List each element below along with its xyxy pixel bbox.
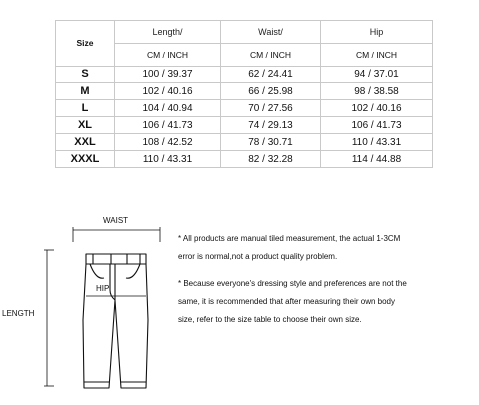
- table-row: [56, 117, 433, 134]
- waist-measure-line: [73, 227, 160, 242]
- pants-icon: [83, 254, 148, 388]
- size-cell: S: [56, 66, 115, 83]
- length-column-header: Length/: [115, 21, 221, 44]
- length-unit: CM / INCH: [115, 44, 221, 66]
- table-row: [56, 66, 433, 83]
- waist-cell: 62 / 24.41: [221, 66, 321, 83]
- size-cell: XXXL: [56, 151, 115, 168]
- waist-column-header: Waist/: [221, 21, 321, 44]
- size-column-header: Size: [56, 21, 115, 67]
- hip-cell: 106 / 41.73: [321, 117, 433, 134]
- hip-cell: 102 / 40.16: [321, 100, 433, 117]
- hip-cell: 98 / 38.58: [321, 83, 433, 100]
- note-line: * All products are manual tiled measurement, the actual 1-3CM: [178, 234, 401, 243]
- measurement-notes: [178, 230, 478, 329]
- length-cell: 106 / 41.73: [115, 117, 221, 134]
- table-row: [56, 100, 433, 117]
- note-line: same, it is recommended that after measuring their own body: [178, 297, 395, 306]
- note-line: * Because everyone's dressing style and preferences are not the: [178, 279, 407, 288]
- size-cell: M: [56, 83, 115, 100]
- size-cell: XXL: [56, 134, 115, 151]
- length-label: LENGTH: [2, 309, 35, 318]
- hip-label: HIP: [96, 284, 110, 293]
- hip-cell: 94 / 37.01: [321, 66, 433, 83]
- size-cell: L: [56, 100, 115, 117]
- table-row: [56, 83, 433, 100]
- pants-measurement-diagram: [0, 200, 200, 400]
- length-cell: 108 / 42.52: [115, 134, 221, 151]
- table-row: [56, 151, 433, 168]
- size-chart-table: [55, 20, 433, 168]
- waist-cell: 78 / 30.71: [221, 134, 321, 151]
- hip-cell: 110 / 43.31: [321, 134, 433, 151]
- length-measure-line: [44, 250, 54, 386]
- length-cell: 102 / 40.16: [115, 83, 221, 100]
- waist-cell: 74 / 29.13: [221, 117, 321, 134]
- note-size-advice: [178, 275, 478, 329]
- length-cell: 110 / 43.31: [115, 151, 221, 168]
- waist-unit: CM / INCH: [221, 44, 321, 66]
- hip-cell: 114 / 44.88: [321, 151, 433, 168]
- waist-cell: 82 / 32.28: [221, 151, 321, 168]
- note-line: error is normal,not a product quality problem.: [178, 252, 338, 261]
- table-row: [56, 134, 433, 151]
- note-line: size, refer to the size table to choose their own size.: [178, 315, 362, 324]
- hip-unit: CM / INCH: [321, 44, 433, 66]
- length-cell: 100 / 39.37: [115, 66, 221, 83]
- hip-column-header: Hip: [321, 21, 433, 44]
- waist-label: WAIST: [103, 216, 129, 225]
- waist-cell: 70 / 27.56: [221, 100, 321, 117]
- length-cell: 104 / 40.94: [115, 100, 221, 117]
- table-header-row: [56, 21, 433, 44]
- note-measurement-error: [178, 230, 478, 266]
- waist-cell: 66 / 25.98: [221, 83, 321, 100]
- pants-diagram-svg: [0, 200, 200, 400]
- size-cell: XL: [56, 117, 115, 134]
